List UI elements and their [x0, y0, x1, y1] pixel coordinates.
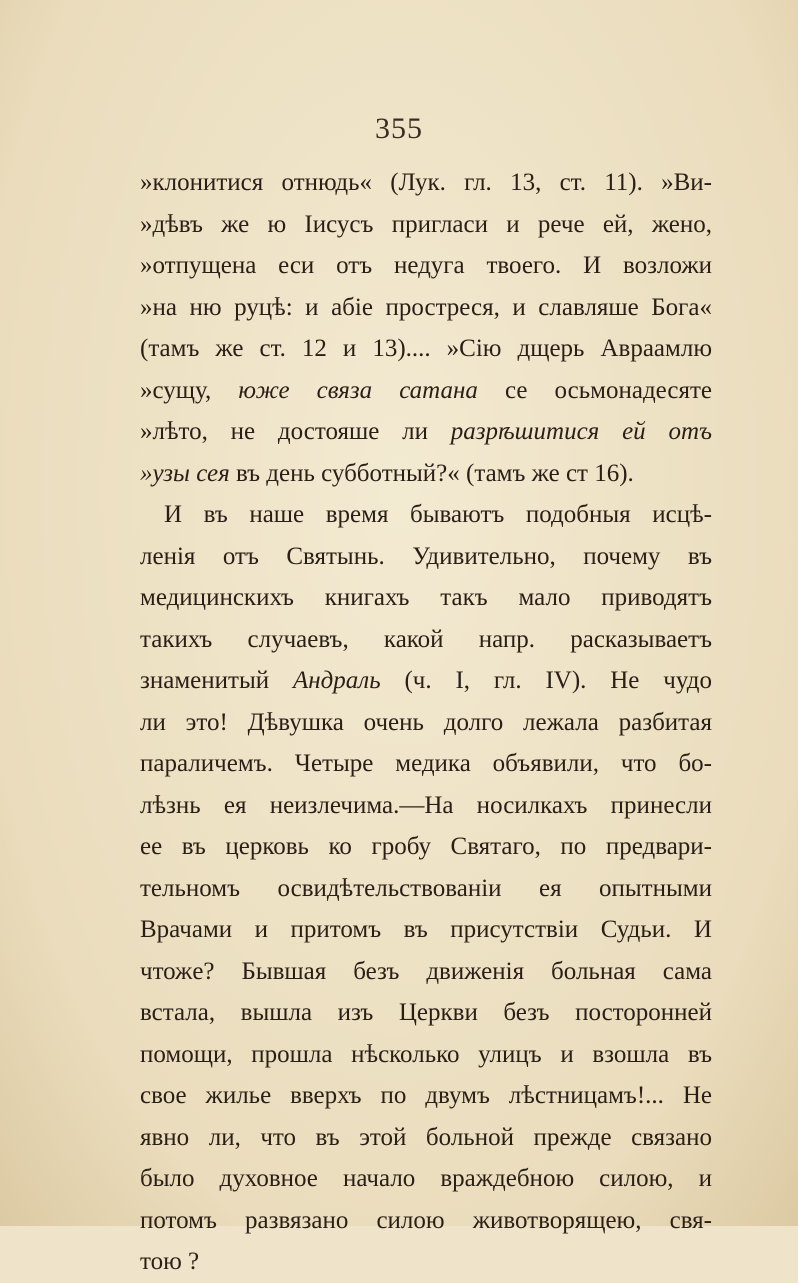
text-segment: такихъ случаевъ, какой напр. расказываетъ: [140, 625, 712, 653]
italic-phrase: »узы сея: [140, 459, 230, 487]
text-line: [140, 951, 712, 993]
text-segment: чтожe? Бывшая безъ движенія больная сама: [140, 957, 712, 985]
text-segment: тельномъ освидѣтельствованіи ея опытными: [140, 874, 712, 902]
text-line: [140, 370, 712, 412]
text-line: [140, 411, 712, 453]
text-line: [140, 536, 712, 578]
text-segment: свое жилье вверхъ по двумъ лѣстницамъ!... Не: [140, 1082, 712, 1109]
body-text: [140, 162, 712, 1283]
text-segment: потомъ развязано силою животворящею, свя-: [140, 1206, 712, 1234]
text-line: [140, 577, 712, 619]
text-line: [140, 1200, 712, 1242]
text-line: [140, 1034, 712, 1076]
text-segment: »на ню руцѣ: и абіе простреся, и славляше Бога«: [140, 293, 712, 321]
text-segment: знаменитый: [140, 667, 293, 694]
text-line: [140, 619, 712, 661]
text-line: [140, 743, 712, 785]
text-segment: »сущу,: [140, 376, 239, 404]
text-line: [140, 909, 712, 951]
text-segment: Врачами и притомъ въ присутствіи Судьи. И: [140, 916, 712, 943]
text-line: [140, 992, 712, 1034]
text-segment: »дѣвъ же ю Іисусъ пригласи и рече ей, жено,: [140, 210, 712, 238]
text-segment: »отпущена еси отъ недуга твоего. И возложи: [140, 252, 712, 279]
text-line: [140, 1117, 712, 1159]
text-line: [140, 785, 712, 827]
text-line: [140, 204, 712, 246]
text-line: [140, 162, 712, 204]
text-segment: И въ наше время бываютъ подобныя исцѣ-: [164, 501, 712, 528]
text-segment: медицинскихъ книгахъ такъ мало приводятъ: [140, 584, 712, 611]
text-segment: явно ли, что въ этой больной прежде связано: [140, 1123, 712, 1151]
text-segment: (тамъ же ст. 12 и 13).... »Сію дщерь Авраамлю: [140, 335, 712, 362]
text-segment: тою ?: [140, 1248, 200, 1275]
text-segment: было духовное начало враждебною силою, и: [140, 1165, 712, 1192]
text-line: [140, 453, 712, 495]
text-segment: параличемъ. Четыре медика объявили, что бо-: [140, 750, 712, 777]
text-line: [140, 245, 712, 287]
text-segment: въ день субботный?« (тамъ же ст 16).: [229, 459, 634, 487]
text-line: [140, 660, 712, 702]
text-line: [140, 494, 712, 536]
text-line: [140, 868, 712, 910]
italic-phrase: Андраль: [292, 667, 381, 694]
text-line: [140, 287, 712, 329]
text-segment: ее въ церковь ко гробу Святаго, по предвари-: [140, 833, 712, 860]
italic-phrase: разрѣшитися ей отъ: [450, 418, 712, 445]
text-segment: помощи, прошла нѣсколько улицъ и взошла въ: [140, 1040, 712, 1068]
text-segment: ленія отъ Святынь. Удивительно, почему въ: [140, 542, 712, 570]
text-segment: »клонитися отнюдь« (Лук. гл. 13, ст. 11). »Ви-: [140, 169, 712, 196]
italic-phrase: юже связа сатана: [238, 376, 478, 404]
text-segment: лѣзнь ея неизлечима.—На носилкахъ принесли: [140, 791, 712, 819]
page-number: 355: [375, 112, 423, 145]
text-segment: ли это! Дѣвушка очень долго лежала разбитая: [140, 708, 712, 736]
text-line: [140, 1075, 712, 1117]
text-line: [140, 1158, 712, 1200]
text-segment: (ч. I, гл. IV). Не чудо: [380, 667, 712, 694]
text-line: [140, 328, 712, 370]
text-line: [140, 826, 712, 868]
text-segment: »лѣто, не достояше ли: [140, 418, 451, 445]
text-segment: се осьмонадесяте: [477, 376, 712, 404]
text-segment: встала, вышла изъ Церкви безъ посторонней: [140, 999, 712, 1026]
text-line: [140, 1241, 712, 1283]
text-line: [140, 702, 712, 744]
